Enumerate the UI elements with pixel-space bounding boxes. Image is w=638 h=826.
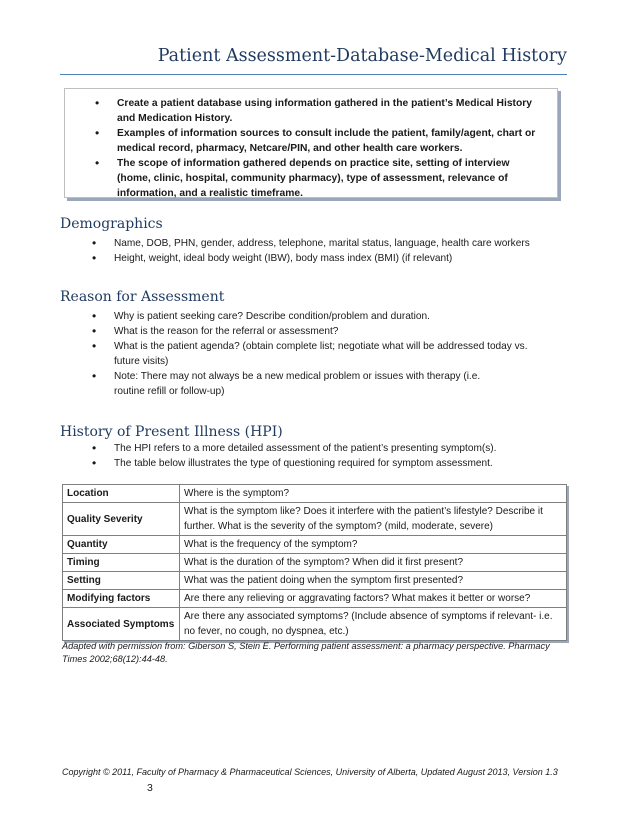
demographics-heading: Demographics [60, 216, 163, 232]
row-label: Timing [63, 554, 180, 572]
table-row [63, 608, 567, 641]
reason-bullet: • Why is patient seeking care? Describe condition/problem and duration. [92, 309, 562, 324]
hpi-bullet: • The HPI refers to a more detailed assessment of the patient’s presenting symptom(s). [92, 441, 562, 456]
citation-note: Adapted with permission from: Giberson S, Stein E. Performing patient assessment: a pharmacy perspective. Pharmacy Times 2002;68(12):44-48. [62, 641, 550, 664]
hpi-list [92, 441, 562, 471]
row-label: Setting [63, 572, 180, 590]
table-row [63, 503, 567, 536]
header-divider [60, 74, 567, 75]
symptom-assessment-table [62, 484, 567, 641]
demographics-bullet: • Height, weight, ideal body weight (IBW), body mass index (BMI) (if relevant) [92, 251, 562, 266]
row-question: Are there any associated symptoms? (Include absence of symptoms if relevant- i.e. no fever, no cough, no dyspnea, etc.) [180, 608, 567, 641]
reason-list [92, 309, 562, 399]
intro-callout-box [64, 88, 558, 198]
reason-heading: Reason for Assessment [60, 289, 225, 305]
row-label: Quantity [63, 536, 180, 554]
intro-bullet: • The scope of information gathered depends on practice site, setting of interview (home, clinic, hospital, community pharmacy), type of assessment, relevance of information, and a realistic timeframe. [95, 156, 545, 201]
row-question: What is the frequency of the symptom? [180, 536, 567, 554]
table-row [63, 485, 567, 503]
row-label: Modifying factors [63, 590, 180, 608]
page-number: 3 [147, 782, 153, 794]
reason-bullet: • Note: There may not always be a new medical problem or issues with therapy (i.e. routine refill or follow-up) [92, 369, 504, 399]
intro-bullet-list [95, 96, 545, 201]
page-title: Patient Assessment-Database-Medical History [157, 46, 567, 66]
intro-bullet: • Create a patient database using information gathered in the patient’s Medical History and Medication History. [95, 96, 545, 126]
table-row [63, 536, 567, 554]
demographics-list [92, 236, 562, 266]
reason-bullet: • What is the reason for the referral or assessment? [92, 324, 562, 339]
hpi-bullet: • The table below illustrates the type of questioning required for symptom assessment. [92, 456, 562, 471]
row-label: Location [63, 485, 180, 503]
row-question: What was the patient doing when the symptom first presented? [180, 572, 567, 590]
table-row [63, 554, 567, 572]
row-question: What is the duration of the symptom? When did it first present? [180, 554, 567, 572]
row-label: Associated Symptoms [63, 608, 180, 641]
intro-bullet: • Examples of information sources to consult include the patient, family/agent, chart or medical record, pharmacy, Netcare/PIN, and other health care workers. [95, 126, 545, 156]
table-row [63, 572, 567, 590]
hpi-heading: History of Present Illness (HPI) [60, 424, 283, 440]
reason-bullet: • What is the patient agenda? (obtain complete list; negotiate what will be addressed today vs. future visits) [92, 339, 534, 369]
demographics-bullet: • Name, DOB, PHN, gender, address, telephone, marital status, language, health care workers [92, 236, 562, 251]
row-question: What is the symptom like? Does it interfere with the patient’s lifestyle? Describe it further. What is the severity of the symptom? (mild, moderate, severe) [180, 503, 567, 536]
row-question: Where is the symptom? [180, 485, 567, 503]
row-label: Quality Severity [63, 503, 180, 536]
footer-copyright: Copyright © 2011, Faculty of Pharmacy & Pharmaceutical Sciences, University of Alberta, Updated August 2013, Version 1.3 [62, 767, 558, 777]
table-row [63, 590, 567, 608]
row-question: Are there any relieving or aggravating factors? What makes it better or worse? [180, 590, 567, 608]
